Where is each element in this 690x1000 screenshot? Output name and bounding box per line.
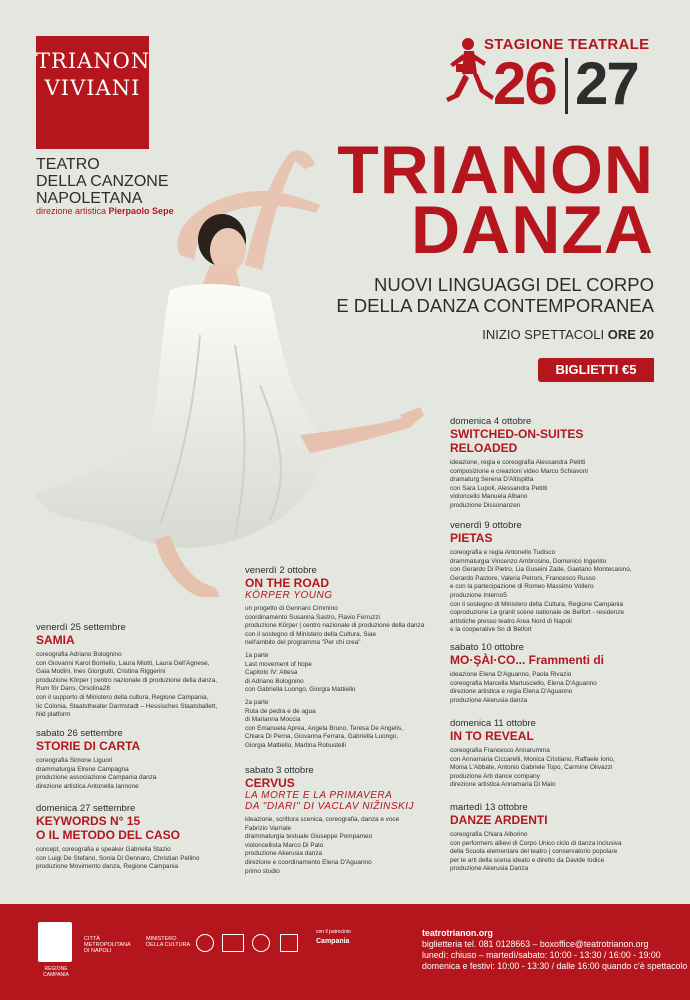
credit-line: primo studio bbox=[245, 867, 280, 875]
credit-line: di Marianna Moccia bbox=[245, 716, 301, 724]
credit-line: produzione Dissonanzen bbox=[450, 501, 521, 509]
subtitle-line-2: E DELLA DANZA CONTEMPORANEA bbox=[336, 295, 654, 316]
credit-line: produzione Körper | centro nazionale di produzione della danza bbox=[245, 622, 425, 630]
sponsor-regione-campania: REGIONE CAMPANIA bbox=[43, 966, 69, 978]
credit-line: Fabrizio Varriale bbox=[245, 824, 292, 832]
footer-contact-info bbox=[422, 928, 687, 972]
event-in-to-reveal bbox=[450, 718, 660, 790]
event-title: CERVUS bbox=[245, 776, 295, 790]
credit-line: coreografia Marcella Martusciello, Elena D'Aguanno bbox=[450, 679, 597, 687]
credit-line: Nid platform bbox=[36, 711, 71, 719]
credit-line: violoncellista Marco Di Palo bbox=[245, 841, 324, 849]
event-title: DANZE ARDENTI bbox=[450, 813, 548, 827]
credit-line: con Gerardo Di Pietro, Lia Guseini Zade, Gaetano Montecasino, bbox=[450, 566, 632, 574]
direzione-prefix: direzione artistica bbox=[36, 206, 109, 216]
credit-line: coreografia Chiara Alborino bbox=[450, 831, 528, 838]
credit-line: concept, coreografia e speaker Gabriella Stazio bbox=[36, 846, 171, 853]
credit-line: Ruta de pedra e de agua bbox=[245, 707, 316, 715]
credit-line: 1a parte bbox=[245, 651, 269, 659]
credit-line: Capitolo IV: Attesa bbox=[245, 669, 298, 677]
event-title-line-1: SWITCHED-ON-SUITES bbox=[450, 427, 584, 441]
event-title: PIETAS bbox=[450, 531, 493, 545]
event-title-line-2: RELOADED bbox=[450, 441, 518, 455]
credit-line: e la cooperative Sn di Belfort bbox=[450, 626, 532, 634]
event-credits bbox=[245, 816, 445, 876]
credit-line: direzione artistica Annamaria Di Maio bbox=[450, 781, 556, 789]
logo-line-2: VIVIANI bbox=[44, 76, 141, 100]
credit-line: nell'ambito del programma "Per chi crea" bbox=[245, 639, 361, 647]
regional-crest-icon bbox=[280, 934, 298, 952]
credit-line: un progetto di Gennaro Cimmino bbox=[245, 605, 338, 612]
credit-line: coreografia Simone Liguori bbox=[36, 757, 113, 764]
credit-line: con performers allievi di Corpo Unico ciclo di danza inclusiva bbox=[450, 839, 622, 847]
season-divider bbox=[565, 58, 568, 114]
credit-line: drammaturgia Vincenzo Ambrosino, Domenico Ingenito bbox=[450, 557, 607, 565]
show-time-prefix: INIZIO SPETTACOLI bbox=[482, 327, 608, 342]
event-keywords bbox=[36, 803, 246, 872]
sponsor-emblem-icon bbox=[196, 934, 214, 952]
event-subtitle-line-1: LA MORTE E LA PRIMAVERA bbox=[245, 790, 393, 801]
credit-line: violoncello Manuela Albano bbox=[450, 493, 528, 501]
teatro-line-1: TEATRO bbox=[36, 156, 100, 173]
credit-line: coordinamento Susanna Sastro, Flavio Ferruzzi bbox=[245, 613, 380, 621]
credit-line: con Annamaria Ciccarelli, Monica Cristiano, Raffaele Iorio, bbox=[450, 755, 615, 763]
credit-line: produzione Movimento danza, Regione Campania bbox=[36, 863, 179, 871]
credit-line: con Emanuela Aprea, Angela Bruno, Teresa De Angelis, bbox=[245, 724, 403, 732]
credit-line: Rum för Dans, Orsolina28 bbox=[36, 685, 110, 693]
credit-line: con il sostegno di Ministero della Cultura, Siae bbox=[245, 630, 377, 638]
event-storie-di-carta bbox=[36, 728, 246, 791]
event-title: MO·ŞÀI·CO... Frammenti di bbox=[450, 653, 605, 667]
credit-line: per le arti della scena ideato e diretto da Davide Iodice bbox=[450, 856, 605, 864]
credit-line: con Gabriella Luongo, Giorgia Mattiello bbox=[245, 686, 356, 694]
event-date: domenica 4 ottobre bbox=[450, 416, 532, 427]
credit-line: della Scuola elementare del teatro | conservatorio popolare bbox=[450, 848, 618, 856]
sponsor-ministero-cultura[interactable]: MINISTERO DELLA CULTURA bbox=[146, 936, 191, 948]
credit-line: drammaturgia testuale Giuseppe Pompameo bbox=[245, 833, 373, 841]
credit-line: Chiara Di Perna, Giovanna Ferrara, Gabriella Luongo, bbox=[245, 733, 399, 741]
credit-line: direzione e coordinamento Elena D'Aguanno bbox=[245, 858, 372, 866]
credit-line: produzione Akerusia danza bbox=[450, 696, 528, 704]
event-title: ON THE ROAD bbox=[245, 576, 329, 590]
event-credits bbox=[36, 757, 246, 791]
event-date: venerdì 25 settembre bbox=[36, 622, 126, 633]
credit-line: 2a parte bbox=[245, 698, 269, 706]
credit-line: Iic Colonia, Staatstheater Darmstadt – Hessisches Staatsballett, bbox=[36, 702, 218, 710]
credit-line: coreografia e regia Antonello Tudisco bbox=[450, 549, 556, 556]
event-credits bbox=[36, 846, 246, 872]
credit-line: produzione Körper | centro nazionale di produzione della danza, bbox=[36, 676, 218, 684]
credit-line: e con la partecipazione di Romeo Massimo Vollero bbox=[450, 583, 594, 591]
event-danze-ardenti bbox=[450, 802, 665, 874]
biglietteria-info: biglietteria tel. 081 0128663 – boxoffice@teatrotrianon.org bbox=[422, 939, 649, 949]
event-samia bbox=[36, 622, 246, 720]
credit-line: produzione Interno5 bbox=[450, 591, 507, 599]
credit-line: composizione e creazioni video Marco Schiavoni bbox=[450, 467, 588, 475]
title-line-1: TRIANON bbox=[337, 132, 654, 208]
event-date: sabato 3 ottobre bbox=[245, 765, 314, 776]
credit-line: con Luigi De Stefano, Sonia Di Gennaro, Christian Pellino bbox=[36, 854, 200, 862]
event-credits bbox=[450, 459, 660, 511]
credit-line: coproduzione Le granit scène nationale de Belfort - residenze bbox=[450, 609, 625, 617]
credit-line: con il sostegno di Ministero della Cultura, Regione Campania bbox=[450, 600, 623, 608]
event-cervus bbox=[245, 765, 445, 876]
event-date: domenica 11 ottobre bbox=[450, 718, 536, 729]
event-on-the-road bbox=[245, 565, 445, 751]
show-time-value: ORE 20 bbox=[607, 327, 654, 342]
credit-line: ideazione Elena D'Aguanno, Paola Rivazio bbox=[450, 671, 572, 678]
event-credits bbox=[245, 605, 445, 648]
footer bbox=[0, 904, 690, 1000]
event-title: SAMIA bbox=[36, 633, 75, 647]
credit-line: artistiche presso teatro Area Nord di Napoli bbox=[450, 617, 572, 625]
event-date: sabato 26 settembre bbox=[36, 728, 123, 739]
event-mosaico bbox=[450, 642, 660, 705]
sponsor-citta-metropolitana[interactable]: CITTÀ METROPOLITANA DI NAPOLI bbox=[84, 936, 131, 954]
patrocinio-label: con il patrocinio bbox=[316, 929, 351, 935]
credit-line: coreografia Francesco Annarumma bbox=[450, 747, 550, 754]
credit-line: direzione artistica e regia Elena D'Aguanno bbox=[450, 688, 573, 696]
event-date: domenica 27 settembre bbox=[36, 803, 136, 814]
credit-line: con il supporto di Ministero della cultura, Regione Campania, bbox=[36, 693, 209, 701]
website-link[interactable]: teatrotrianon.org bbox=[422, 928, 493, 938]
event-part-2 bbox=[245, 699, 445, 751]
season-year-end: 27 bbox=[575, 50, 638, 117]
event-switched-on-suites bbox=[450, 416, 660, 511]
event-title-line-1: KEYWORDS N° 15 bbox=[36, 814, 141, 828]
logo-line-1: TRIANON bbox=[36, 49, 151, 73]
event-credits bbox=[450, 831, 665, 874]
show-time bbox=[482, 327, 654, 342]
credit-line: con Sara Lupoli, Alessandra Petitti bbox=[450, 484, 548, 492]
credit-line: ideazione, scrittura scenica, coreografia, danza e voce bbox=[245, 816, 400, 823]
event-subtitle: KÖRPER YOUNG bbox=[245, 590, 333, 601]
direzione-name: Pierpaolo Sepe bbox=[108, 206, 174, 216]
trianon-viviani-logo bbox=[36, 36, 149, 149]
event-part-1 bbox=[245, 652, 445, 695]
credit-line: coreografia Adriano Bolognino bbox=[36, 651, 122, 658]
credit-line: ideazione, regia e coreografia Alessandra Petitti bbox=[450, 459, 586, 466]
hours-holidays: domenica e festivi: 10:00 - 13:30 / dalle 16:00 quando c'è spettacolo bbox=[422, 961, 688, 971]
event-date: martedì 13 ottobre bbox=[450, 802, 528, 813]
credit-line: Monia L'Abbate, Antonio Gabriele Topo, Carmine Olivazzi bbox=[450, 764, 613, 772]
credit-line: dramaturg Serena D'Altispitta bbox=[450, 476, 534, 484]
event-credits bbox=[36, 651, 246, 720]
credit-line: direzione artistica Antonella Iannone bbox=[36, 782, 139, 790]
subtitle bbox=[336, 274, 654, 316]
republic-emblem-icon bbox=[252, 934, 270, 952]
event-pietas bbox=[450, 520, 665, 635]
credit-line: Giorgia Mattiello, Martina Robustelli bbox=[245, 741, 346, 749]
credit-line: produzione associazione Campania danza bbox=[36, 774, 157, 782]
subtitle-line-1: NUOVI LINGUAGGI DEL CORPO bbox=[374, 274, 654, 295]
event-credits bbox=[450, 747, 660, 790]
season-label: STAGIONE TEATRALE bbox=[484, 36, 650, 53]
event-date: sabato 10 ottobre bbox=[450, 642, 524, 653]
event-credits bbox=[450, 671, 660, 705]
title-line-2: DANZA bbox=[411, 192, 654, 268]
event-subtitle-line-2: DA "DIARI" DI VACLAV NIŽINSKIJ bbox=[245, 801, 414, 812]
credit-line: con Giovanni Karol Borriello, Laura Miotti, Laura Dell'Agnese, bbox=[36, 659, 210, 667]
credit-line: drammaturgia Elrene Campagna bbox=[36, 765, 129, 773]
sponsor-rai-campania[interactable]: Campania bbox=[316, 938, 350, 945]
credit-line: produzione Arb dance company bbox=[450, 772, 540, 780]
season-year-start: 26 bbox=[493, 50, 556, 117]
credit-line: produzione Akerusia Danza bbox=[450, 865, 529, 873]
credit-line: Last movement of hope bbox=[245, 660, 312, 668]
hours-weekdays: lunedì: chiuso – martedì/sabato: 10:00 - 13:30 / 16:00 - 19:00 bbox=[422, 950, 661, 960]
credit-line: di Adriano Bolognino bbox=[245, 677, 304, 685]
credit-line: produzione Akerusia danza bbox=[245, 850, 323, 858]
event-title: STORIE DI CARTA bbox=[36, 739, 141, 753]
credit-line: Gaia Modini, Ines Giorgiutti, Cristina Riggerini bbox=[36, 668, 166, 676]
event-credits bbox=[450, 549, 665, 635]
teatro-line-2: DELLA CANZONE bbox=[36, 173, 169, 190]
eu-flag-icon bbox=[222, 934, 244, 952]
regione-campania-crest-icon bbox=[38, 922, 72, 962]
event-date: venerdì 9 ottobre bbox=[450, 520, 522, 531]
event-title-line-2: O IL METODO DEL CASO bbox=[36, 828, 181, 842]
event-date: venerdì 2 ottobre bbox=[245, 565, 317, 576]
credit-line: Gerardo Pastore, Valeria Petroni, Francesco Russo bbox=[450, 574, 596, 582]
event-title: IN TO REVEAL bbox=[450, 729, 534, 743]
ticket-price-badge: BIGLIETTI €5 bbox=[538, 358, 654, 382]
teatro-line-3: NAPOLETANA bbox=[36, 190, 143, 207]
